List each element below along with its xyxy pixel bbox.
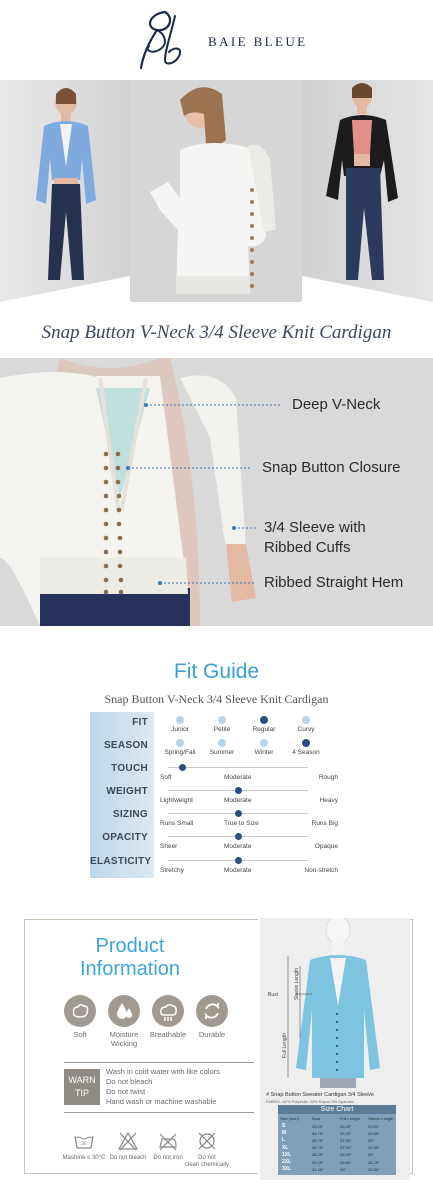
size-chart-cell: 25" bbox=[368, 1138, 374, 1143]
size-chart-header-cell: Bust bbox=[312, 1116, 321, 1121]
size-chart-fabric: FABRIC: 62% Polyester 33% Rayon 5% Spandex bbox=[266, 1099, 355, 1104]
opacity-scale-left: Sheer bbox=[160, 843, 178, 850]
product-info-title bbox=[60, 935, 200, 981]
size-chart-size: 3XL bbox=[282, 1166, 292, 1173]
size-chart-cell: 28.25" bbox=[340, 1152, 352, 1158]
fit-option bbox=[202, 716, 242, 733]
season-option-dot bbox=[302, 739, 310, 747]
touch-scale-mid: Moderate bbox=[224, 774, 252, 781]
warn-tip-text-3: Do not twist bbox=[106, 1087, 146, 1096]
fit-guide-values bbox=[160, 712, 344, 878]
elasticity-scale-mid: Moderate bbox=[224, 867, 252, 874]
sizing-scale-right: Runs Big bbox=[311, 820, 338, 827]
season-label: SEASON bbox=[103, 740, 148, 751]
machine-wash-label: Mashine ≤ 30°C bbox=[62, 1155, 106, 1161]
no-dry-clean-icon bbox=[196, 1130, 218, 1152]
elasticity-scale-left: Stretchy bbox=[160, 867, 184, 874]
size-chart-cell: 25.25" bbox=[340, 1123, 352, 1129]
season-option bbox=[202, 739, 242, 756]
season-option-dot bbox=[176, 739, 184, 747]
sizing-scale-mid: True to Size bbox=[224, 820, 259, 827]
feature-detail-panel bbox=[0, 358, 433, 626]
fit-option-dot bbox=[302, 716, 310, 724]
brand-logo-icon bbox=[135, 6, 195, 72]
warn-divider-top bbox=[64, 1062, 254, 1063]
size-chart-size: L bbox=[282, 1137, 286, 1144]
touch-label: TOUCH bbox=[111, 763, 148, 774]
soft-icon bbox=[64, 995, 96, 1027]
size-chart-header-cell: Full Length bbox=[340, 1116, 360, 1121]
product-photo-strip bbox=[0, 80, 433, 302]
fit-option bbox=[160, 716, 200, 733]
opacity-scale-marker bbox=[235, 833, 242, 840]
size-chart-table bbox=[278, 1105, 396, 1175]
no-bleach-icon bbox=[117, 1130, 139, 1152]
model-photos bbox=[0, 80, 433, 302]
size-chart-size: 2XL bbox=[282, 1159, 292, 1165]
weight-scale-mid: Moderate bbox=[224, 797, 252, 804]
season-option bbox=[286, 739, 326, 756]
feature-snap-button-closure: Snap Button Closure bbox=[262, 459, 401, 476]
feature-sleeve-cuffs: 3/4 Sleeve with Ribbed Cuffs bbox=[264, 519, 366, 556]
size-chart-size: S bbox=[282, 1123, 286, 1129]
fit-guide-labels bbox=[90, 712, 154, 878]
touch-scale-right: Rough bbox=[318, 774, 338, 781]
product-title: Snap Button V-Neck 3/4 Sleeve Knit Cardigan bbox=[41, 322, 392, 343]
size-chart-cell: 35.75" bbox=[312, 1138, 324, 1143]
moisture-label-line2: Wicking bbox=[110, 1039, 138, 1048]
size-chart-cell: 33.25" bbox=[312, 1123, 324, 1129]
opacity-scale-right: Opaque bbox=[314, 843, 338, 850]
size-chart-header-cell: Size (inch) bbox=[280, 1116, 299, 1121]
fit-label: FIT bbox=[132, 717, 148, 728]
opacity-scale-mid: Moderate bbox=[224, 843, 252, 850]
size-chart-cell: 29" bbox=[340, 1166, 346, 1172]
size-chart-cell: 23.50" bbox=[368, 1123, 380, 1129]
fit-option-label: Junior bbox=[171, 726, 189, 733]
durable-icon bbox=[196, 995, 228, 1027]
full-length-label: Full Length bbox=[282, 1033, 288, 1058]
no-iron-label: Do not iron bbox=[153, 1155, 183, 1161]
product-info-title-line1: Product bbox=[95, 935, 165, 957]
no-dry-clean-label bbox=[182, 1155, 232, 1169]
size-chart-size: XL bbox=[282, 1144, 289, 1151]
size-chart-cell: 24.50" bbox=[368, 1130, 380, 1136]
sizing-scale-left: Runs Small bbox=[160, 820, 194, 827]
product-info-title-line2: Information bbox=[79, 958, 181, 980]
season-option bbox=[160, 739, 200, 756]
no-bleach-label: Do not bleach bbox=[109, 1155, 147, 1161]
elasticity-scale-marker bbox=[235, 857, 242, 864]
fit-option-label: Petite bbox=[213, 726, 231, 733]
no-dry-clean-label-line1: Do not bbox=[198, 1155, 216, 1161]
svg-text:30: 30 bbox=[81, 1141, 87, 1147]
bust-label: Bust bbox=[268, 992, 279, 998]
fit-option bbox=[286, 716, 326, 733]
season-option-label: Summer bbox=[209, 749, 235, 756]
size-chart-cell: 26" bbox=[368, 1152, 374, 1158]
elasticity-label: ELASTICITY bbox=[90, 856, 152, 867]
size-chart-cell: 26.50" bbox=[368, 1166, 380, 1172]
size-chart-cell: 39.25" bbox=[312, 1159, 324, 1165]
fit-option-dot bbox=[260, 716, 268, 724]
fit-guide-subtitle: Snap Button V-Neck 3/4 Sleeve Knit Cardigan bbox=[104, 692, 329, 706]
warn-divider-bottom bbox=[64, 1112, 254, 1113]
size-chart-cell: 27.25" bbox=[340, 1138, 352, 1143]
size-chart-cell: 27.50" bbox=[340, 1145, 352, 1151]
feature-deep-v-neck: Deep V-Neck bbox=[292, 396, 381, 413]
touch-scale-marker bbox=[179, 764, 186, 771]
season-option-dot bbox=[218, 739, 226, 747]
warn-tip-text-1: Wash in cold water with like colors bbox=[106, 1067, 220, 1076]
breathable-icon bbox=[152, 995, 184, 1027]
fit-option-label: Curvy bbox=[297, 726, 315, 733]
warn-tip-line1: WARN bbox=[68, 1075, 96, 1085]
weight-scale-left: Lightweight bbox=[160, 797, 193, 804]
no-iron-icon bbox=[157, 1130, 179, 1152]
size-chart-caption: # Snap Button Sweater Cardigan 3/4 Sleeve bbox=[266, 1092, 374, 1098]
season-option-label: 4 Season bbox=[292, 749, 320, 756]
season-option-label: Spring/Fall bbox=[164, 749, 196, 756]
fit-guide-title: Fit Guide bbox=[173, 660, 260, 683]
touch-scale-line bbox=[168, 767, 308, 768]
feature-ribbed-hem: Ribbed Straight Hem bbox=[264, 574, 404, 591]
size-chart-cell: 28.50" bbox=[340, 1159, 352, 1165]
sizing-label: SIZING bbox=[112, 809, 148, 820]
weight-scale-marker bbox=[235, 787, 242, 794]
fit-option-label: Regular bbox=[252, 726, 276, 733]
sizing-scale-marker bbox=[235, 810, 242, 817]
warn-tip-line2: TIP bbox=[74, 1088, 89, 1098]
size-chart-cell: 36.75" bbox=[312, 1145, 324, 1151]
size-chart-size: M bbox=[282, 1130, 287, 1137]
weight-label: WEIGHT bbox=[106, 786, 148, 797]
warn-tip-text-4: Hand wash or machine washable bbox=[106, 1097, 217, 1106]
size-chart-cell: 38.25" bbox=[312, 1152, 324, 1158]
size-chart-cell: 41.25" bbox=[312, 1166, 324, 1172]
season-option bbox=[244, 739, 284, 756]
fit-option bbox=[244, 716, 284, 733]
brand-name: BAIE BLEUE bbox=[208, 34, 308, 49]
size-chart-header-cell: Sleeve Length bbox=[368, 1116, 394, 1121]
brand-header bbox=[0, 0, 433, 78]
fit-option-dot bbox=[218, 716, 226, 724]
weight-scale-right: Heavy bbox=[319, 797, 338, 804]
season-option-dot bbox=[260, 739, 268, 747]
sleeve-length-label: Sleeve Length bbox=[294, 968, 300, 1000]
size-chart-cell: 34.75" bbox=[312, 1130, 324, 1136]
size-chart-size: 1XL bbox=[282, 1151, 292, 1158]
moisture-wicking-icon bbox=[108, 995, 140, 1027]
size-chart-cell: 26.25" bbox=[368, 1159, 380, 1165]
breathable-label: Breathable bbox=[149, 1030, 187, 1039]
touch-scale-left: Soft bbox=[160, 774, 172, 781]
size-chart-cell: 26.25" bbox=[340, 1130, 352, 1136]
warn-tip-text-2: Do not bleach bbox=[106, 1077, 153, 1086]
no-dry-clean-label-line2: clean chemically bbox=[184, 1162, 230, 1168]
size-chart-cell: 25.50" bbox=[368, 1145, 380, 1151]
soft-label: Soft bbox=[73, 1030, 87, 1039]
fit-option-dot bbox=[176, 716, 184, 724]
season-option-label: Winter bbox=[254, 749, 274, 756]
elasticity-scale-right: Non-stretch bbox=[304, 867, 338, 874]
size-chart-title: Size Chart bbox=[278, 1105, 396, 1114]
warn-tip-badge bbox=[64, 1069, 100, 1105]
durable-label: Durable bbox=[198, 1030, 226, 1039]
fit-guide-table bbox=[90, 712, 344, 878]
moisture-label-line1: Moisture bbox=[109, 1030, 139, 1039]
opacity-label: OPACITY bbox=[102, 832, 148, 843]
machine-wash-icon bbox=[73, 1130, 95, 1152]
